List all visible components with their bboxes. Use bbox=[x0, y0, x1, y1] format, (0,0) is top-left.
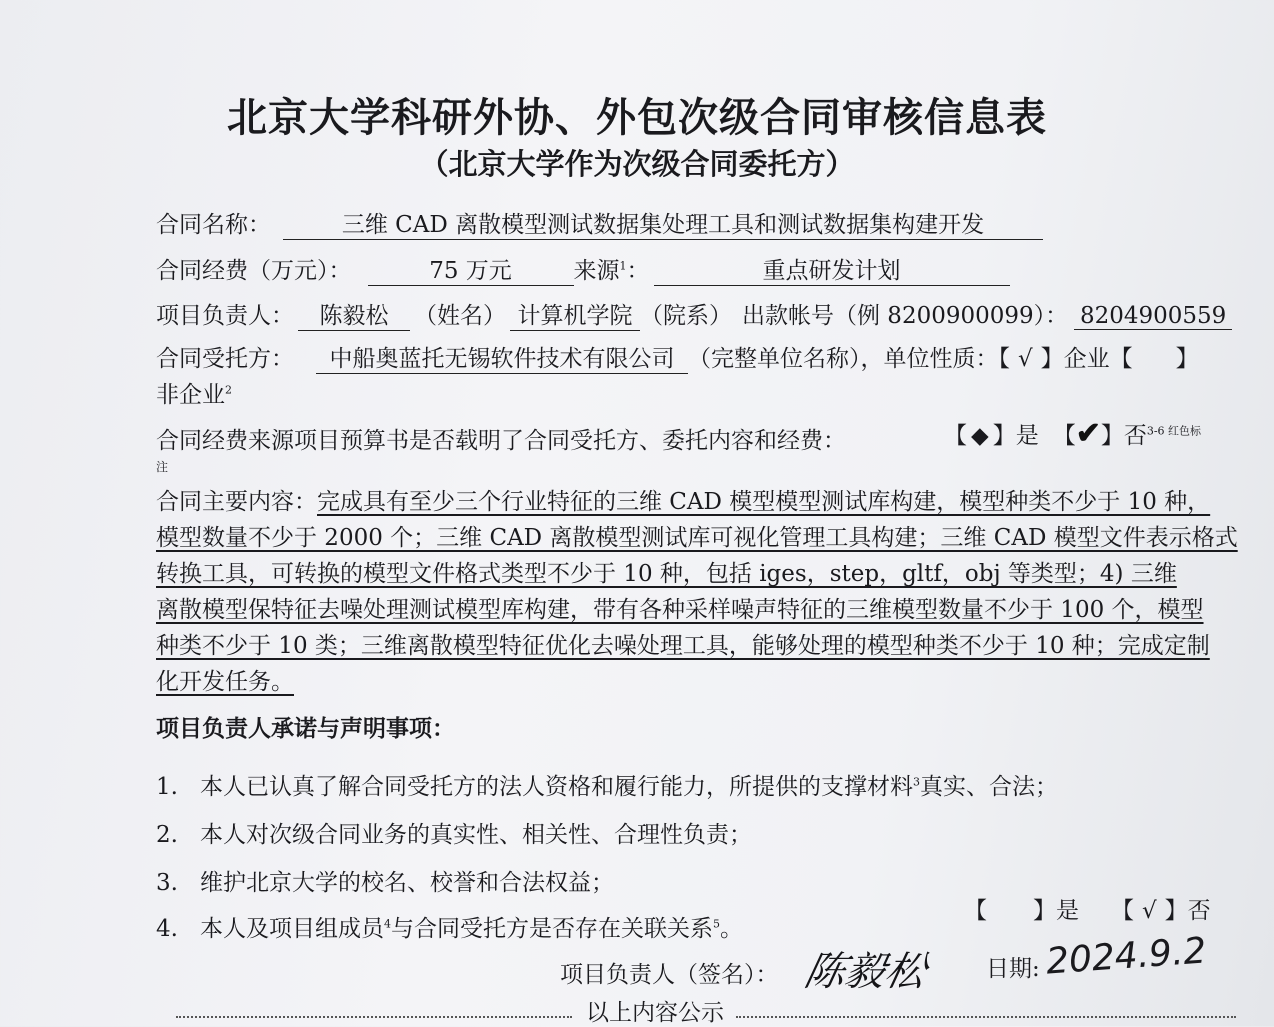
contract-fee-value[interactable]: 75 万元 bbox=[368, 252, 574, 286]
trustee-label: 合同受托方： bbox=[156, 346, 294, 372]
contract-fee-label: 合同经费（万元）： bbox=[156, 258, 352, 284]
main-content-line-5: 种类不少于 10 类；三维离散模型特征优化去噪处理工具，能够处理的模型种类不少于 10 种；完成定制 bbox=[156, 633, 1210, 659]
contract-name-row bbox=[156, 206, 1043, 240]
footer-divider-right bbox=[736, 1016, 1236, 1018]
promise-tail-4: 与合同受托方是否存在关联关系 bbox=[391, 916, 713, 942]
main-content-line-4: 离散模型保特征去噪处理测试模型库构建，带有各种采样噪声特征的三维模型数量不少于 100 个，模型 bbox=[156, 597, 1204, 623]
footnote-4: 4 bbox=[384, 917, 391, 931]
department-value[interactable]: 计算机学院 bbox=[510, 297, 640, 331]
relation-no-close: 】否 bbox=[1164, 898, 1211, 924]
promise-num-1: 1. bbox=[156, 774, 178, 800]
promise-item-1 bbox=[156, 768, 1058, 801]
non-enterprise-row bbox=[156, 376, 232, 409]
footer-text: 以上内容公示 bbox=[586, 1000, 724, 1026]
contract-name-value[interactable]: 三维 CAD 离散模型测试数据集处理工具和测试数据集构建开发 bbox=[283, 206, 1043, 240]
note-tail: 注 bbox=[156, 460, 169, 474]
footnote-1: 1 bbox=[619, 259, 627, 273]
main-content-line-6: 化开发任务。 bbox=[156, 669, 294, 695]
promise-item-4 bbox=[156, 910, 743, 943]
budget-no-checkmark[interactable]: ✔ bbox=[1075, 416, 1101, 451]
budget-answer bbox=[944, 416, 1201, 451]
promise-tail-1: 真实、合法； bbox=[920, 774, 1058, 800]
non-enterprise-checkbox[interactable] bbox=[1143, 346, 1166, 372]
contract-fee-row bbox=[156, 252, 1010, 286]
non-enterprise-close: 】 bbox=[1175, 346, 1199, 372]
promise-end-4: 。 bbox=[720, 916, 743, 942]
date-label: 日期: bbox=[986, 956, 1040, 982]
footer-divider-left bbox=[176, 1016, 572, 1018]
main-content-label: 合同主要内容： bbox=[156, 489, 317, 515]
budget-yes-label: 】是 bbox=[992, 423, 1039, 449]
relation-answer bbox=[964, 892, 1211, 925]
promise-item-2 bbox=[156, 816, 752, 849]
trustee-row bbox=[156, 340, 1199, 374]
fund-source-value[interactable]: 重点研发计划 bbox=[654, 252, 1010, 286]
promise-num-3: 3. bbox=[156, 870, 178, 896]
form-title: 北京大学科研外协、外包次级合同审核信息表 bbox=[227, 94, 1047, 141]
promise-num-2: 2. bbox=[156, 822, 178, 848]
signature-handwriting[interactable]: 陈毅松 bbox=[800, 949, 931, 995]
footnote-3-6: 3-6 红色标 bbox=[1146, 424, 1202, 438]
budget-no-label: 】否 bbox=[1100, 423, 1147, 449]
relation-yes-option[interactable]: 【 】是 bbox=[964, 898, 1079, 924]
enterprise-checkmark[interactable]: √ bbox=[1018, 346, 1033, 372]
relation-no-checkmark[interactable]: √ bbox=[1142, 898, 1157, 924]
promise-item-3 bbox=[156, 864, 614, 897]
non-enterprise-label: 非企业 bbox=[156, 382, 225, 408]
budget-question: 合同经费来源项目预算书是否载明了合同受托方、委托内容和经费： bbox=[156, 428, 846, 454]
budget-no-open: 【 bbox=[1052, 423, 1076, 449]
main-content-line-2: 模型数量不少于 2000 个；三维 CAD 离散模型测试库可视化管理工具构建；三维 CAD 模型文件表示格式 bbox=[156, 525, 1238, 551]
account-label: 出款帐号（例 8200900099）： bbox=[742, 303, 1069, 329]
main-content-line-1: 完成具有至少三个行业特征的三维 CAD 模型模型测试库构建，模型种类不少于 10 种， bbox=[317, 489, 1211, 515]
promise-text-3: 维护北京大学的校名、校誉和合法权益； bbox=[200, 870, 614, 896]
promise-text-4: 本人及项目组成员 bbox=[200, 916, 384, 942]
enterprise-option: 】企业【 bbox=[1040, 346, 1133, 372]
budget-yes-scribble[interactable]: ◆ bbox=[971, 423, 989, 449]
main-content bbox=[156, 484, 1256, 700]
account-value[interactable]: 8204900559 bbox=[1074, 303, 1232, 330]
promise-heading: 项目负责人承诺与声明事项： bbox=[156, 715, 455, 742]
trustee-hint: （完整单位名称），单位性质：【 bbox=[688, 346, 1010, 372]
relation-no-open: 【 bbox=[1111, 898, 1134, 924]
name-hint: （姓名） bbox=[414, 303, 506, 329]
main-content-line-3: 转换工具，可转换的模型文件格式类型不少于 10 种，包括 iges，step，gltf，obj 等类型；4) 三维 bbox=[156, 561, 1177, 587]
budget-yes-open: 【 bbox=[944, 423, 967, 449]
promise-text-2: 本人对次级合同业务的真实性、相关性、合理性负责； bbox=[200, 822, 752, 848]
fund-source-label: 来源 bbox=[573, 258, 620, 284]
project-lead-label: 项目负责人： bbox=[156, 303, 294, 329]
footnote-2: 2 bbox=[225, 383, 232, 397]
project-lead-name[interactable]: 陈毅松 bbox=[298, 297, 410, 331]
promise-num-4: 4. bbox=[156, 916, 178, 942]
footnote-5: 5 bbox=[713, 917, 720, 931]
date-handwriting[interactable]: 2024.9.2 bbox=[1044, 930, 1208, 983]
contract-name-label: 合同名称： bbox=[156, 212, 271, 238]
footnote-3: 3 bbox=[913, 775, 920, 789]
trustee-value[interactable]: 中船奥蓝托无锡软件技术有限公司 bbox=[316, 340, 688, 374]
department-hint: （院系） bbox=[640, 303, 732, 329]
form-subtitle: （北京大学作为次级合同委托方） bbox=[419, 147, 855, 181]
promise-text-1: 本人已认真了解合同受托方的法人资格和履行能力，所提供的支撑材料 bbox=[200, 774, 913, 800]
signature-label: 项目负责人（签名）： bbox=[560, 962, 779, 988]
project-lead-row bbox=[156, 297, 1232, 331]
fund-source-sep: ： bbox=[626, 258, 650, 284]
